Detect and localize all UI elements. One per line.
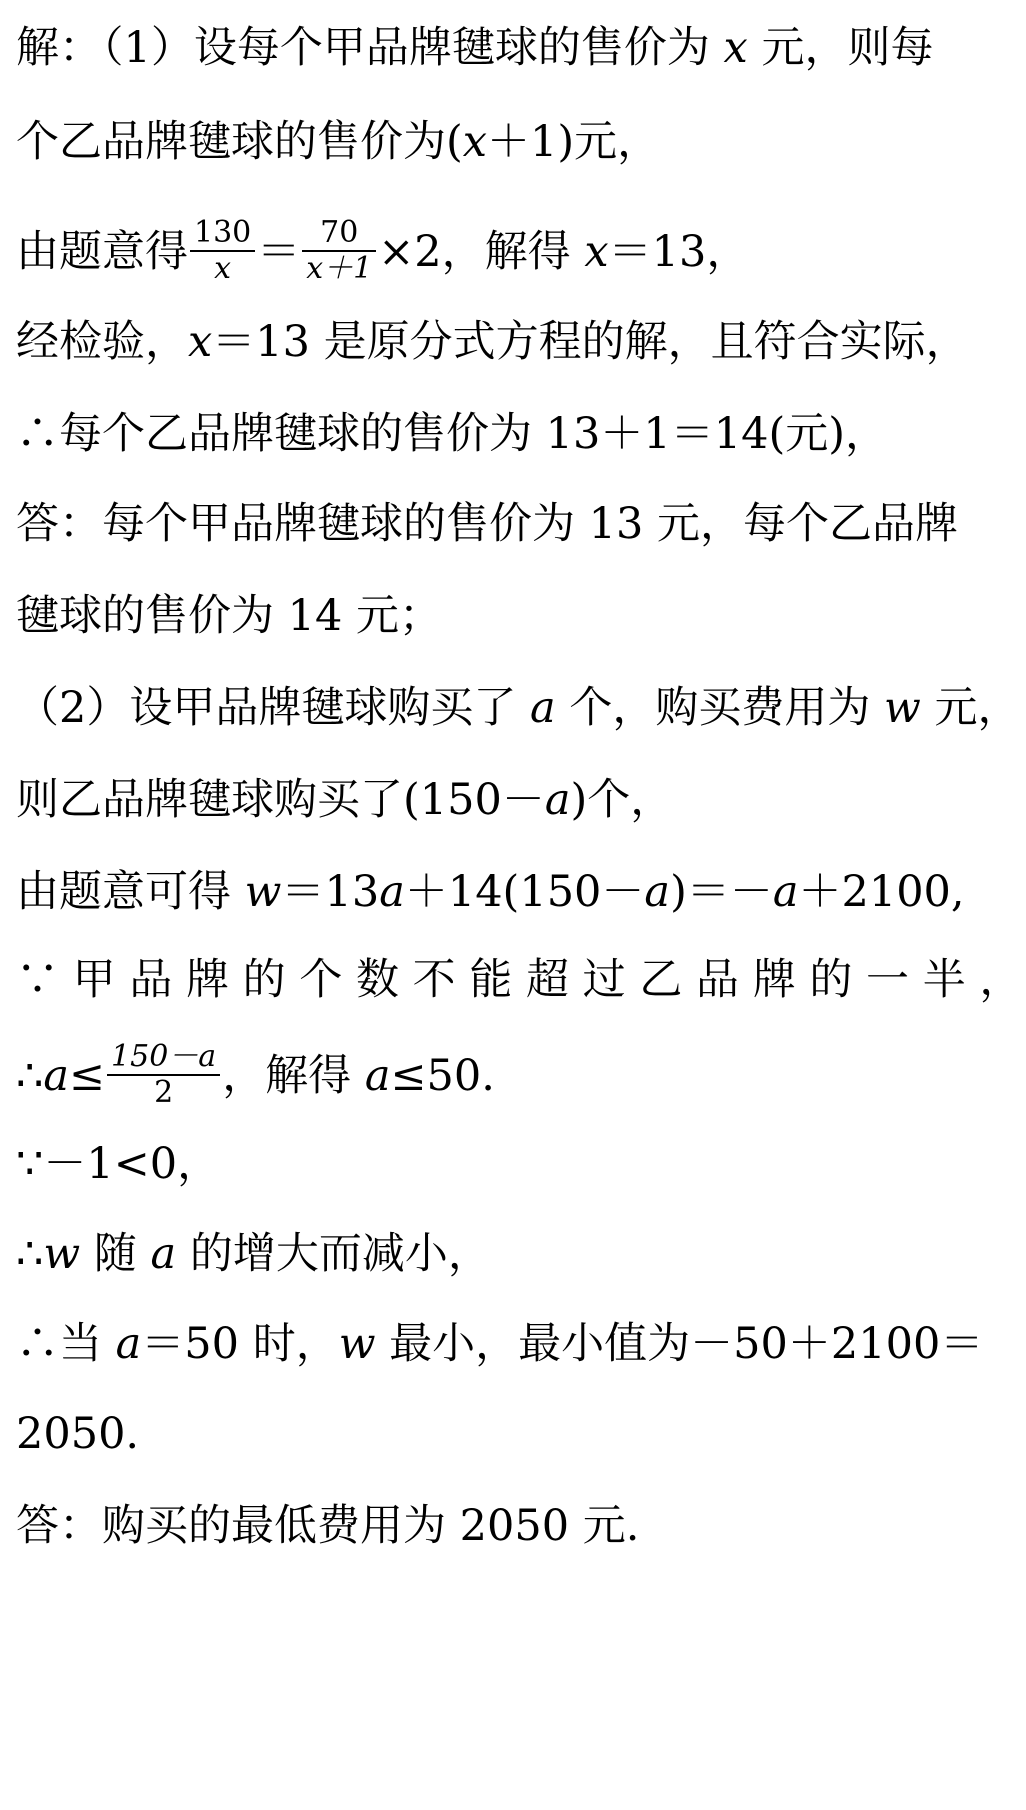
equals-sign: ＝ [257,227,301,277]
text-segment: 解：（1）设每个甲品牌毽球的售价为 [16,23,724,73]
text-segment: 的增大而减小， [176,1229,491,1279]
solution-line-5 [16,406,888,462]
variable-x: x [723,23,748,73]
text-segment: 经检验， [16,317,188,367]
variable-a: a [644,867,671,917]
fraction-numerator: 150－a [107,1040,220,1076]
variable-a: a [379,867,405,917]
text-segment: )个， [570,775,674,825]
solution-line-2 [16,114,660,170]
variable-x: x [584,227,609,277]
text-segment: 答：购买的最低费用为 2050 元. [16,1501,640,1551]
text-segment: ∵－1<0， [16,1139,221,1189]
text-segment: 个乙品牌毽球的售价为( [16,117,463,167]
text-segment: 答：每个甲品牌毽球的售价为 13 元，每个乙品牌 [16,499,959,549]
fraction-denominator: x＋1 [306,251,373,286]
text-segment: 2050. [16,1409,140,1459]
variable-a: a [364,1051,391,1101]
variable-x: x [188,317,213,367]
text-segment: 元，则每 [747,23,934,73]
solution-line-8 [16,680,1021,736]
variable-w: w [884,683,921,733]
text-segment: )＝－ [670,867,773,917]
variable-a: a [544,775,571,825]
variable-a: a [772,867,799,917]
variable-w: w [338,1319,376,1369]
text-segment: ×2，解得 [378,227,585,277]
text-segment: ≤50. [390,1051,495,1101]
solution-line-13 [16,1136,220,1192]
text-segment: 元， [920,683,1021,733]
text-segment: ＝13 [281,867,380,917]
solution-line-14 [16,1226,491,1282]
variable-x: x [462,117,488,167]
text-segment: ∴每个乙品牌毽球的售价为 13＋1＝14(元)， [16,409,889,459]
solution-line-11 [16,952,1022,1008]
text-segment: ∴ [16,1051,44,1101]
variable-w: w [244,867,282,917]
text-segment: ，解得 [222,1051,365,1101]
text-segment: 则乙品牌毽球购买了(150－ [16,775,545,825]
solution-line-1 [16,20,933,76]
variable-a: a [43,1051,69,1101]
text-segment: 由题意得 [16,227,188,277]
fraction-150-minus-a-over-2 [107,1040,220,1110]
text-segment: ∵ 甲 品 牌 的 个 数 不 能 超 过 乙 品 牌 的 一 半 ， [16,955,1023,1005]
text-segment: ＋2100, [798,867,965,917]
le-sign: ≤ [69,1051,106,1101]
solution-line-9 [16,772,673,828]
text-segment: 随 [80,1229,151,1279]
fraction-130-over-x [190,216,255,286]
text-segment: ＝50 时， [141,1319,339,1369]
text-segment: 由题意可得 [16,867,245,917]
solution-line-10 [16,864,965,920]
solution-line-12 [16,1036,495,1116]
text-segment: ∴ [16,1229,44,1279]
solution-line-4 [16,314,969,370]
solution-line-15 [16,1316,983,1372]
fraction-denominator: x [214,251,232,286]
solution-line-3 [16,212,749,292]
final-answer-line [16,1498,639,1554]
text-segment: ＋1)元， [487,117,661,167]
text-segment: ∴当 [16,1319,116,1369]
variable-a: a [150,1229,177,1279]
fraction-70-over-x-plus-1 [302,216,376,286]
text-segment: 毽球的售价为 14 元； [16,591,443,641]
answer-line-2 [16,588,442,644]
text-segment: 最小，最小值为－50＋2100＝ [375,1319,984,1369]
fraction-numerator: 130 [190,216,255,252]
fraction-numerator: 70 [302,216,376,252]
variable-w: w [43,1229,81,1279]
fraction-denominator: 2 [154,1075,174,1110]
text-segment: 个，购买费用为 [555,683,885,733]
text-segment: ＝13， [608,227,750,277]
variable-a: a [115,1319,142,1369]
text-segment: （2）设甲品牌毽球购买了 [16,683,531,733]
answer-line-1 [16,496,958,552]
variable-a: a [530,683,556,733]
text-segment: ＝13 是原分式方程的解，且符合实际， [212,317,969,367]
solution-line-16 [16,1406,139,1462]
text-segment: ＋14(150－ [404,867,645,917]
